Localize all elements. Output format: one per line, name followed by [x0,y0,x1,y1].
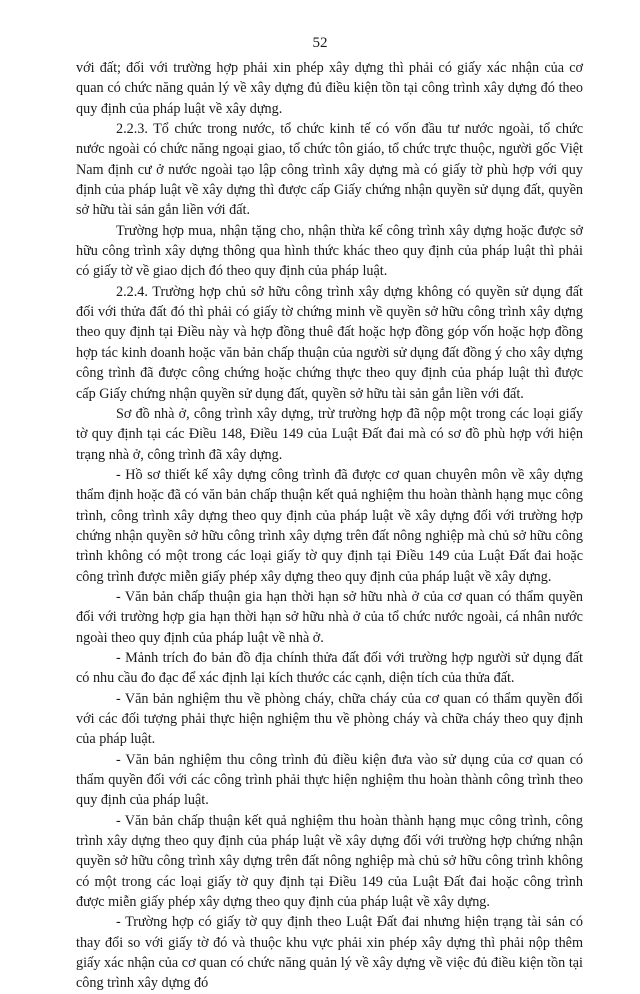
paragraph-floor-plan: Sơ đồ nhà ở, công trình xây dựng, trừ trường hợp đã nộp một trong các loại giấy tờ quy định tại các Điều 148, Điều 149 của Luật Đất đai mà có sơ đồ phù hợp với hiện trạng nhà ở, công trình đã xây dựng. [76,405,583,463]
paragraph-continuation: với đất; đối với trường hợp phải xin phép xây dựng thì phải có giấy xác nhận của cơ quan có chức năng quản lý về xây dựng đủ điều kiện tồn tại công trình xây dựng đó theo quy định của pháp luật về xây dựng. [76,60,583,117]
paragraph-2-2-4: 2.2.4. Trường hợp chủ sở hữu công trình xây dựng không có quyền sử dụng đất đối với thửa đất đó thì phải có giấy tờ chứng minh về quyền sở hữu công trình xây dựng theo quy định tại Điều này và hợp đồng thuê đất hoặc hợp đồng góp vốn hoặc hợp đồng hợp tác kinh doanh hoặc văn bản chấp thuận của người sử dụng đất đồng ý cho xây dựng công trình đã được công chứng hoặc chứng thực theo quy định của pháp luật thì được cấp Giấy chứng nhận quyền sử dụng đất, quyền sở hữu tài sản gắn liền với đất. [76,283,583,402]
list-item-acceptance-approval: - Văn bản chấp thuận kết quả nghiệm thu hoàn thành hạng mục công trình, công trình xây dựng theo quy định của pháp luật về xây dựng đối với trường hợp chứng nhận quyền sở hữu công trình xây dựng trên đất nông nghiệp mà chủ sở hữu công trình không có một trong các loại giấy tờ quy định tại Điều 149 của Luật Đất đai hoặc công trình được miễn giấy phép xây dựng theo quy định của pháp luật về xây dựng. [76,812,583,911]
list-item-design-dossier: - Hồ sơ thiết kế xây dựng công trình đã được cơ quan chuyên môn về xây dựng thẩm định hoặc đã có văn bản chấp thuận kết quả nghiệm thu hoàn thành hạng mục công trình, công trình xây dựng theo quy định của pháp luật về xây dựng đối với trường hợp chứng nhận quyền sở hữu công trình xây dựng trên đất nông nghiệp mà chủ sở hữu công trình không có một trong các loại giấy tờ quy định tại Điều 149 của Luật Đất đai hoặc công trình được miễn giấy phép xây dựng theo quy định của pháp luật về xây dựng. [76,466,583,585]
paragraph-2-2-3: 2.2.3. Tổ chức trong nước, tổ chức kinh tế có vốn đầu tư nước ngoài, tổ chức nước ngoài có chức năng ngoại giao, tổ chức tôn giáo, tổ chức trực thuộc, người gốc Việt Nam định cư ở nước ngoài tạo lập công trình xây dựng mà có giấy tờ phù hợp với quy định của pháp luật về xây dựng thì được cấp Giấy chứng nhận quyền sử dụng đất, quyền sở hữu tài sản gắn liền với đất. [76,121,583,219]
list-item-cadastral-extract: - Mảnh trích đo bản đồ địa chính thửa đất đối với trường hợp người sử dụng đất có nhu cầu đo đạc để xác định lại kích thước các cạnh, diện tích của thửa đất. [76,649,583,687]
paragraph-purchase-gift-inheritance: Trường hợp mua, nhận tặng cho, nhận thừa kế công trình xây dựng hoặc được sở hữu công trình xây dựng thông qua hình thức khác theo quy định của pháp luật thì phải có giấy tờ về giao dịch đó theo quy định của pháp luật. [76,222,583,280]
document-body [76,58,583,994]
page-number: 52 [312,35,328,51]
list-item-completion-acceptance: - Văn bản nghiệm thu công trình đủ điều kiện đưa vào sử dụng của cơ quan có thẩm quyền đối với các công trình phải thực hiện nghiệm thu hoàn thành công trình theo quy định của pháp luật. [76,751,583,809]
list-item-fire-safety-acceptance: - Văn bản nghiệm thu về phòng cháy, chữa cháy của cơ quan có thẩm quyền đối với các đối tượng phải thực hiện nghiệm thu về phòng cháy và chữa cháy theo quy định của pháp luật. [76,690,583,748]
list-item-ownership-extension: - Văn bản chấp thuận gia hạn thời hạn sở hữu nhà ở của cơ quan có thẩm quyền đối với trường hợp gia hạn thời hạn sở hữu nhà ở của tổ chức nước ngoài, cá nhân nước ngoài theo quy định của pháp luật về nhà ở. [76,588,583,646]
list-item-changed-status: - Trường hợp có giấy tờ quy định theo Luật Đất đai nhưng hiện trạng tài sản có thay đổi so với giấy tờ đó và thuộc khu vực phải xin phép xây dựng thì phải nộp thêm giấy xác nhận của cơ quan có chức năng quản lý về xây dựng về việc đủ điều kiện tồn tại công trình xây dựng đó [76,914,583,992]
